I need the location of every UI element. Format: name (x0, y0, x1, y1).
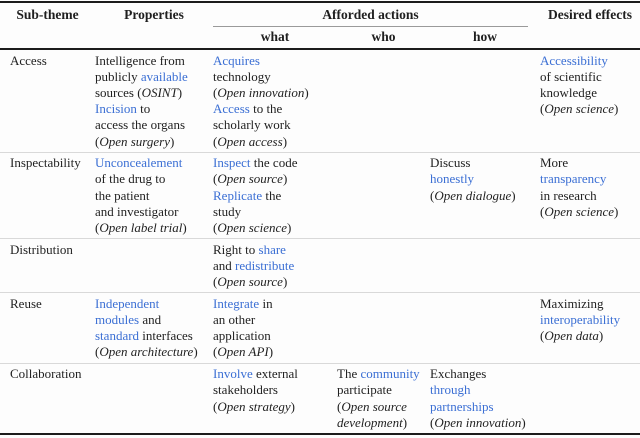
plain-text: Discuss (430, 155, 471, 171)
plain-text: ) (282, 133, 288, 149)
plain-text: ( (95, 344, 100, 360)
table-header-row-1 (0, 3, 640, 27)
subcolumn-header-how: how (472, 29, 497, 44)
text-line (430, 382, 540, 398)
text-line (213, 242, 337, 258)
cell-who (337, 155, 430, 236)
plain-text: ) (177, 84, 183, 100)
text-line (213, 69, 337, 85)
italic-term: Open science (544, 203, 615, 219)
link-text[interactable]: Integrate (213, 295, 260, 311)
text-line (95, 204, 213, 220)
text-line (213, 220, 337, 236)
table-row (0, 292, 640, 362)
afforded-actions-group (213, 6, 528, 27)
column-header-desired-effects: Desired effects (547, 7, 633, 22)
plain-text: ( (337, 398, 342, 414)
text-line (213, 134, 337, 150)
plain-text: application (213, 328, 271, 344)
text-line (430, 171, 540, 187)
plain-text: external (252, 366, 298, 382)
plain-text: ( (540, 203, 545, 219)
italic-term: Open API (217, 344, 269, 360)
cell-what (213, 53, 337, 150)
bottom-rule (0, 433, 640, 435)
plain-text: to the (249, 101, 283, 117)
cell-who (337, 242, 430, 291)
text-line (540, 155, 640, 171)
plain-text: Maximizing (540, 295, 604, 311)
plain-text: of scientific (540, 68, 602, 84)
text-line (95, 344, 213, 360)
plain-text: ( (213, 133, 218, 149)
plain-text: interfaces (139, 328, 193, 344)
cell-how (430, 242, 540, 291)
text-line (213, 382, 337, 398)
link-text[interactable]: transparency (540, 171, 607, 187)
italic-term: development (337, 414, 403, 430)
column-header-afforded-actions: Afforded actions (322, 7, 419, 22)
plain-text: participate (337, 382, 392, 398)
text-line (337, 382, 430, 398)
cell-sub-theme: Inspectability (10, 155, 81, 171)
text-line (337, 399, 430, 415)
text-line (540, 312, 640, 328)
text-line (95, 312, 213, 328)
text-line (213, 258, 337, 274)
subcolumn-header-who: who (371, 29, 396, 44)
plain-text: ( (213, 398, 218, 414)
plain-text: ) (282, 274, 288, 290)
plain-text: ( (213, 344, 218, 360)
text-line (95, 188, 213, 204)
plain-text: ( (213, 84, 218, 100)
link-text[interactable]: Unconcealement (95, 155, 183, 171)
plain-text: ) (304, 84, 309, 100)
text-line (540, 188, 640, 204)
column-header-properties: Properties (124, 7, 184, 22)
plain-text: More (540, 155, 569, 171)
italic-term: OSINT (141, 84, 178, 100)
link-text[interactable]: through (430, 382, 471, 398)
text-line (337, 366, 430, 382)
cell-how (430, 366, 540, 431)
italic-term: Open dialogue (434, 187, 512, 203)
plain-text: ) (598, 328, 604, 344)
text-line (213, 296, 337, 312)
italic-term: Open strategy (217, 398, 291, 414)
plain-text: the patient (95, 187, 150, 203)
cell-desired-effects (540, 366, 640, 431)
plain-text: of the drug to (95, 171, 166, 187)
plain-text: ( (95, 133, 100, 149)
text-line (540, 85, 640, 101)
text-line (213, 274, 337, 290)
column-header-sub-theme: Sub-theme (16, 7, 79, 22)
plain-text: access the organs (95, 117, 186, 133)
text-line (213, 328, 337, 344)
plain-text: in (259, 295, 273, 311)
paper-table (0, 1, 640, 435)
text-line (213, 312, 337, 328)
plain-text: ( (213, 171, 218, 187)
plain-text: Exchanges (430, 366, 487, 382)
plain-text: an other (213, 312, 256, 328)
italic-term: Open science (544, 101, 615, 117)
text-line (540, 296, 640, 312)
cell-sub-theme: Access (10, 52, 47, 68)
plain-text: ) (402, 414, 408, 430)
link-text[interactable]: honestly (430, 171, 475, 187)
text-line (95, 220, 213, 236)
cell-properties (95, 53, 213, 150)
plain-text: and (213, 257, 236, 273)
plain-text: technology (213, 68, 271, 84)
link-text[interactable]: Replicate (213, 187, 263, 203)
link-text[interactable]: available (140, 68, 188, 84)
plain-text: ) (614, 203, 619, 219)
plain-text: to (136, 101, 151, 117)
table-row (0, 238, 640, 292)
text-line (213, 101, 337, 117)
plain-text: ) (521, 414, 526, 430)
plain-text: in research (540, 187, 597, 203)
plain-text: ) (193, 344, 198, 360)
plain-text: ( (540, 101, 545, 117)
text-line (430, 415, 540, 431)
italic-term: Open innovation (434, 414, 522, 430)
text-line (95, 53, 213, 69)
table-row (0, 363, 640, 433)
plain-text: the code (250, 155, 298, 171)
text-line (95, 296, 213, 312)
link-text[interactable]: partnerships (430, 398, 494, 414)
text-line (540, 69, 640, 85)
text-line (213, 188, 337, 204)
plain-text: The (337, 366, 361, 382)
text-line (540, 204, 640, 220)
plain-text: and investigator (95, 203, 179, 219)
link-text[interactable]: interoperability (540, 312, 621, 328)
plain-text: ( (213, 220, 218, 236)
plain-text: ) (614, 101, 619, 117)
text-line (430, 155, 540, 171)
link-text[interactable]: Independent (95, 295, 160, 311)
italic-term: Open access (217, 133, 283, 149)
text-line (95, 134, 213, 150)
plain-text: ( (540, 328, 545, 344)
plain-text: publicly (95, 68, 141, 84)
text-line (213, 344, 337, 360)
subcolumn-header-what: what (260, 29, 290, 44)
text-line (213, 399, 337, 415)
cell-desired-effects (540, 296, 640, 361)
text-line (213, 53, 337, 69)
cell-properties (95, 366, 213, 431)
link-text[interactable]: redistribute (235, 257, 295, 273)
cell-what (213, 242, 337, 291)
plain-text: and (139, 312, 162, 328)
text-line (540, 171, 640, 187)
cell-desired-effects (540, 53, 640, 150)
text-line (213, 366, 337, 382)
cell-who (337, 296, 430, 361)
link-text[interactable]: Access (213, 101, 250, 117)
text-line (213, 155, 337, 171)
text-line (95, 328, 213, 344)
italic-term: Open source (341, 398, 407, 414)
link-text[interactable]: Accessibility (540, 52, 608, 68)
plain-text: ) (182, 220, 187, 236)
text-line (430, 366, 540, 382)
text-line (213, 85, 337, 101)
plain-text: ) (170, 133, 175, 149)
text-line (337, 415, 430, 431)
cell-properties (95, 242, 213, 291)
cell-desired-effects (540, 242, 640, 291)
link-text[interactable]: modules (95, 312, 140, 328)
plain-text: ) (268, 344, 274, 360)
plain-text: scholarly work (213, 117, 291, 133)
table-row (0, 50, 640, 152)
cell-who (337, 366, 430, 431)
table-body (0, 50, 640, 433)
cell-how (430, 155, 540, 236)
cell-who (337, 53, 430, 150)
cell-desired-effects (540, 155, 640, 236)
text-line (95, 171, 213, 187)
table-header-row-2 (0, 27, 640, 48)
plain-text: stakeholders (213, 382, 278, 398)
text-line (95, 101, 213, 117)
cell-what (213, 366, 337, 431)
link-text[interactable]: Acquires (213, 52, 260, 68)
plain-text: Right to (213, 241, 259, 257)
cell-what (213, 155, 337, 236)
plain-text: ) (511, 187, 516, 203)
italic-term: Open innovation (217, 84, 305, 100)
link-text[interactable]: Incision (95, 101, 137, 117)
cell-how (430, 296, 540, 361)
link-text[interactable]: community (360, 366, 420, 382)
italic-term: Open data (544, 328, 599, 344)
text-line (95, 69, 213, 85)
plain-text: ( (430, 414, 435, 430)
text-line (430, 188, 540, 204)
text-line (213, 171, 337, 187)
cell-how (430, 53, 540, 150)
plain-text: Intelligence from (95, 52, 185, 68)
plain-text: ( (213, 274, 218, 290)
italic-term: Open label trial (99, 220, 183, 236)
italic-term: Open surgery (99, 133, 170, 149)
text-line (213, 117, 337, 133)
plain-text: ( (95, 220, 100, 236)
text-line (540, 53, 640, 69)
text-line (213, 204, 337, 220)
cell-properties (95, 155, 213, 236)
text-line (430, 399, 540, 415)
text-line (540, 101, 640, 117)
link-text[interactable]: Inspect (213, 155, 251, 171)
link-text[interactable]: standard (95, 328, 140, 344)
cell-sub-theme: Reuse (10, 295, 42, 311)
text-line (95, 85, 213, 101)
plain-text: sources ( (95, 84, 142, 100)
cell-what (213, 296, 337, 361)
plain-text: knowledge (540, 84, 598, 100)
italic-term: Open source (217, 274, 283, 290)
text-line (540, 328, 640, 344)
italic-term: Open source (217, 171, 283, 187)
plain-text: study (213, 203, 242, 219)
plain-text: ) (290, 398, 295, 414)
link-text[interactable]: share (258, 241, 286, 257)
plain-text: ( (430, 187, 435, 203)
cell-sub-theme: Collaboration (10, 366, 82, 382)
cell-sub-theme: Distribution (10, 241, 73, 257)
plain-text: the (262, 187, 282, 203)
italic-term: Open science (217, 220, 288, 236)
text-line (95, 155, 213, 171)
plain-text: ) (287, 220, 292, 236)
plain-text: ) (282, 171, 288, 187)
table-row (0, 152, 640, 239)
cell-properties (95, 296, 213, 361)
link-text[interactable]: Involve (213, 366, 253, 382)
text-line (95, 117, 213, 133)
italic-term: Open architecture (99, 344, 194, 360)
